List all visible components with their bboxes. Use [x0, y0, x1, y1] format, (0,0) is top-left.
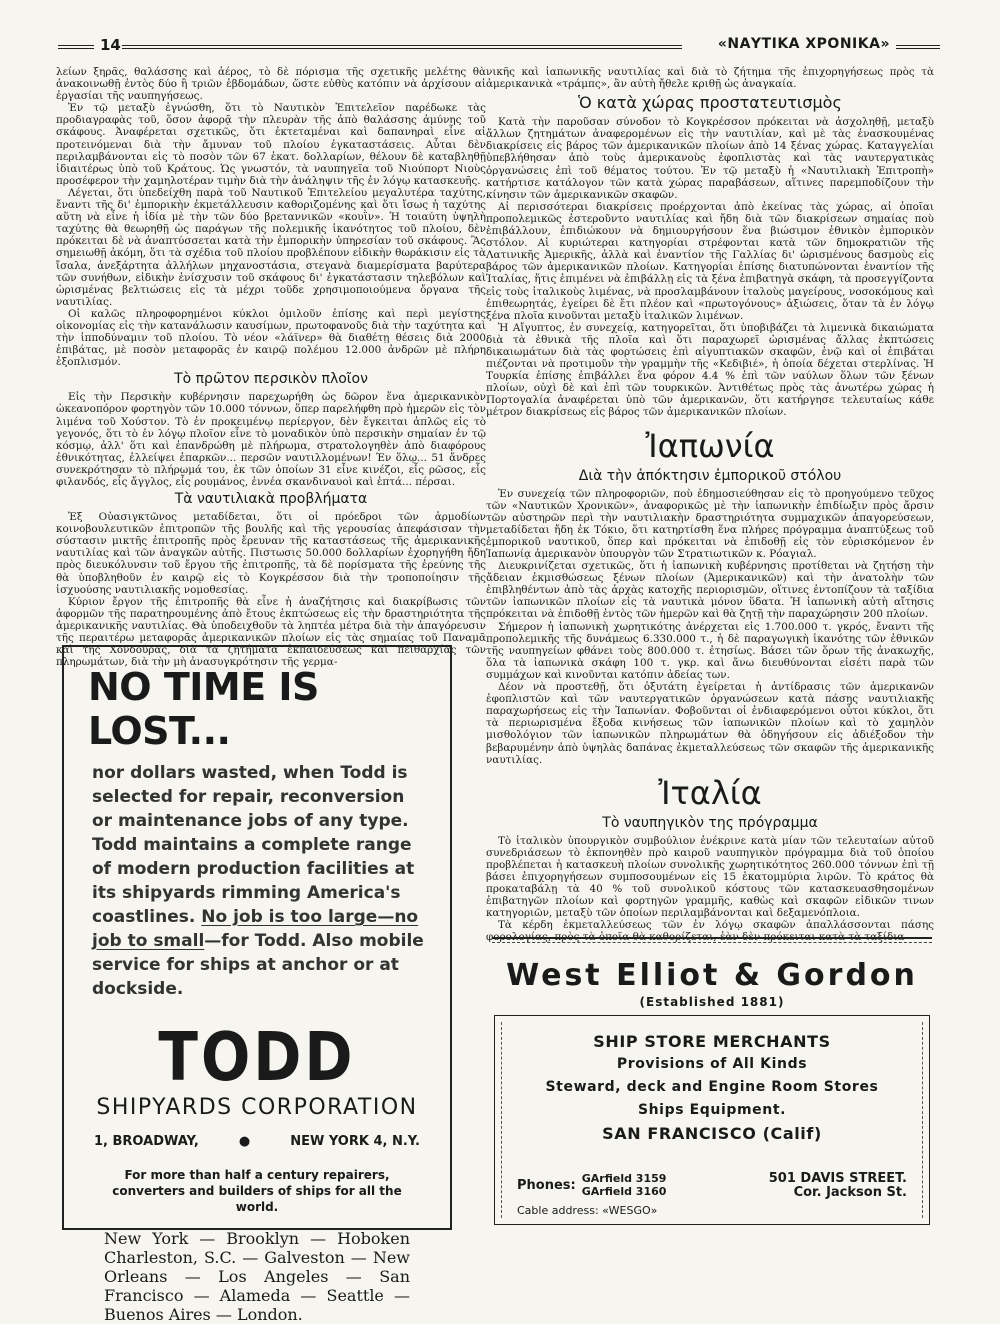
header-rule-left	[58, 45, 94, 49]
paragraph: Σήμερον ἡ ἰαπωνικὴ χωρητικότης ἀνέρχεται εἰς 1.700.000 τ. γκρός, ἔναντι τῆς προπολεμικῆς τῆς δυνάμεως 6.330.000 τ., ἡ δὲ παραγωγικὴ ἱκανότης τῶν ἐθνικῶν τῆς ναυπηγείων φθάνει τοὺς 800.000 τ. ἐτησίως. Βάσει τῶν ὅρων τῆς ἀνακωχῆς, ὅλα τὰ ἰαπωνικὰ σκάφη 100 τ. γκρ. καὶ ἄνω διευθύνονται εἰσέτι παρὰ τῶν συμμάχων καὶ κινοῦνται κατόπιν ἀδείας των.	[486, 620, 934, 681]
country-heading-italy: Ἰταλία	[658, 773, 762, 812]
paragraph: νικῆς καὶ ἰαπωνικῆς ναυτιλίας καὶ διὰ τὸ ζήτημα τῆς ἐπιχορηγήσεως πρὸς τὰ ἀμερικανικὰ «τράμπς», ἂν αὐτὴ ἤθελε κριθῇ ὡς ἀναγκαία.	[486, 66, 934, 91]
ad-divider	[492, 937, 932, 939]
header-rule-right	[896, 45, 940, 49]
address-city: NEW YORK 4, N.Y.	[290, 1134, 420, 1149]
left-intro	[56, 66, 486, 368]
phone-number: GArfield 3160	[581, 1185, 667, 1198]
paragraph: Οἱ καλῶς πληροφορημένοι κύκλοι ὁμιλοῦν ἐπίσης καὶ περὶ μεγίστης οἰκονομίας εἰς τὴν κατανάλωσιν καυσίμων, πρωτοφανοῦς διὰ τὴν ταχύτητα καὶ τὴν ἱπποδύναμιν τοῦ πλοίου. Τὸ νέον «λάϊνερ» θὰ διαθέτῃ θέσεις διὰ 2000 ἐπιβάτας, μὲ ποσὸν μεταφορᾶς ἐν καιρῷ πολέμου 12.000 ἀνδρῶν μὲ πλήρη ἐξοπλισμόν.	[56, 307, 486, 369]
street-line: Cor. Jackson St.	[793, 1185, 907, 1200]
ad-phones	[517, 1172, 666, 1198]
paragraph: Διευκρινίζεται σχετικῶς, ὅτι ἡ ἰαπωνικὴ κυβέρνησις προτίθεται νὰ ζητήσῃ τὴν ἄδειαν ἐκμισθώσεως ξένων πλοίων (Ἀμερικανικῶν) καὶ τὴν ἀνατολὴν τῶν ἐπιβληθέντων ἀπὸ τὰς ἀρχὰς κατοχῆς περιορισμῶν, οἵτινες ἐντοπίζουν τὰ ταξίδια τῶν ἰαπωνικῶν πλοίων εἰς τὰ ναυτικὰ μόνον ὕδατα. Ἡ ἰαπωνικὴ αὐτὴ αἴτησις πρόκειται νὰ ἐπιδοθῇ ἐντὸς τῶν ἡμερῶν καὶ θὰ ζητῇ τὴν παραχώρησιν 200 πλοίων.	[486, 560, 934, 621]
page-number: 14	[100, 36, 121, 54]
section-subheading: Τὸ ναυπηγικὸν της πρόγραμμα	[602, 814, 818, 831]
left-column	[56, 66, 486, 668]
ad-line: SHIP STORE MERCHANTS	[593, 1032, 831, 1051]
phone-number: GArfield 3159	[581, 1172, 667, 1185]
ad-street	[769, 1172, 907, 1200]
publication-title: «ΝΑΥΤΙΚΑ ΧΡΟΝΙΚΑ»	[712, 36, 896, 52]
corporation-name: SHIPYARDS CORPORATION	[96, 1095, 418, 1120]
phone-numbers	[582, 1172, 667, 1198]
bullet-icon: ●	[238, 1134, 251, 1149]
ad-line: Steward, deck and Engine Room Stores	[545, 1079, 879, 1095]
paragraph: Λέγεται, ὅτι ὑπεδείχθη παρὰ τοῦ Ναυτικοῦ Ἐπιτελείου μεγαλυτέρα ταχύτης, ἔναντι τῆς δι' ἐμπορικὴν ἐκμετάλλευσιν καθοριζομένης καὶ ὅτι ἴσως ἡ ταχύτης αὕτη νὰ εἶνε ἡ ἰδία μὲ τὴν τῶν δύο βρεταννικῶν «κουῒν». Ἡ τοιαύτη ὑψηλὴ ταχύτης θὰ θεωρηθῇ ὡς παράγων τῆς πολεμικῆς ἱκανότητος τοῦ πλοίου, δὲν πρόκειται δὲ νὰ ἀναπτύσσεται κατὰ τὴν ἐμπορικὴν ὑπηρεσίαν τοῦ σκάφους. Ἂς σημειωθῇ ἀκόμη, ὅτι τὰ σχέδια τοῦ πλοίου προβλέπουν εἰδικὴν θωράκισιν εἰς τὰ ἴσαλα, ἀνεξάρτητα ἀλλήλων μηχανοστάσια, στεγανὰ διαμερίσματα βαρύτερα τῶν συνήθων, εἰδικὴν ἐνίσχυσιν τοῦ σκάφους δι' ἐγκατάστασιν τηλεβόλων καὶ ὡρισμένας βελτιώσεις εἰς τὰ μέχρι τοῦδε χρησιμοποιούμενα ὄργανα τῆς ναυτιλίας.	[56, 186, 486, 308]
section-heading: Ὁ κατὰ χώρας προστατευτισμὸς	[578, 93, 842, 113]
page-header	[58, 36, 940, 58]
address-street: 1, BROADWAY,	[94, 1134, 199, 1149]
paragraph: Ἡ Αἴγυπτος, ἐν συνεχείᾳ, κατηγορεῖται, ὅτι ὑποβιβάζει τὰ λιμενικὰ δικαιώματα διὰ τὰ ἐθνικὰ τῆς πλοῖα καὶ ὅτι παραχωρεῖ ὡρισμένας ἄλλας ἐκπτώσεις δικαιωμάτων διὰ τὰς φορτώσεις ἐπὶ αἰγυπτιακῶν σκαφῶν, ἐνῷ καὶ οἱ ἐπιβάται πιέζονται νὰ προτιμοῦν τὴν γραμμὴν τῆς «Κεδιβιέ», ἡ ὁποία δέχεται στερλίνας. Ἡ Τουρκία ἐπίσης ἐπιβάλλει ἕνα φόρον 4.4 % ἐπὶ τῶν ναύλων ὅλων τῶν ξένων πλοίων, οὐχὶ δὲ καὶ ἐπὶ τῶν τουρκικῶν. Ἀντιθέτως πρὸς τὰς ἀνωτέρω χώρας ἡ Πορτογαλία ἀναφέρεται ὑπὸ τῶν ἀμερικανῶν, ὅτι κατήργησε τελευταίως κάθε μέτρον διακρίσεως εἰς βάρος τῶν ἀμερικανικῶν πλοίων.	[486, 321, 934, 419]
ad-body-text: nor dollars wasted, when Todd is selected for repair, reconversion or maintenance jobs of any type. Todd maintains a complete range of modern production facilities at its shipyards rimming America's coastlines.	[92, 763, 415, 927]
ad-tagline: For more than half a century repairers, converters and builders of ships for all the world.	[112, 1168, 402, 1214]
ad-box	[494, 1015, 930, 1225]
paragraph: Ἐν τῷ μεταξὺ ἐγνώσθη, ὅτι τὸ Ναυτικὸν Ἐπιτελεῖον παρέδωκε τὰς προδιαγραφὰς τοῦ, ὅσον ἀφορᾷ τὴν πλευρὰν τῆς ἀπὸ θαλάσσης ἀμύνης τοῦ σκάφους. Ἀναφέρεται σχετικῶς, ὅτι ἐκτεταμέναι καὶ δαπανηραὶ εἶνε αἱ προτεινόμεναι διὰ τὴν ἄμυναν τοῦ πλοίου ἐγκαταστάσεις. Αὗται δὲν περιλαμβάνονται εἰς τὸ ποσὸν τῶν 67 ἑκατ. δολλαρίων, θέλουν δὲ καταβληθῇ ἰδιαιτέρως ὑπὸ τοῦ Κράτους. Ὡς γνωστόν, τὰ ναυπηγεῖα τοῦ Νιούπορτ Νιοὺς προσέφερον τὴν χαμηλοτέραν τιμὴν διὰ τὴν ἀνάληψιν τῆς ἐν λόγῳ κατασκευῆς.	[56, 102, 486, 187]
paragraph: Τὰ κέρδη ἐκμεταλλεύσεως τῶν ἐν λόγῳ σκαφῶν ἀπαλλάσσονται πάσης φορολογίας, πρὸς τὰ ὁποῖα θὰ καθορίζεται, ἐὰν δὲν πρόκειται κατὰ τὰ ταξίδια	[486, 919, 934, 944]
todd-logo: TODD	[158, 1017, 356, 1097]
ad-cable: Cable address: «WESGO»	[517, 1204, 658, 1217]
section-subheading: Διὰ τὴν ἀπόκτησιν ἐμπορικοῦ στόλου	[578, 467, 842, 484]
header-rule-middle	[122, 45, 682, 49]
ad-line: Provisions of All Kinds	[616, 1056, 808, 1072]
right-column	[486, 66, 934, 944]
ad-line: SAN FRANCISCO (Calif)	[602, 1124, 822, 1143]
paragraph: Αἱ περισσότεραι διακρίσεις προέρχονται ἀπὸ ἐκείνας τὰς χώρας, αἱ ὁποῖαι προπολεμικῶς ἐστεροῦντο ναυτιλίας καὶ ἤδη διὰ τῶν διακρίσεων σημαίας ποὺ ἐπιβάλλουν, ἐπιδιώκουν νὰ δημιουργήσουν ἕνα βιώσιμον ἐθνικὸν ἐμπορικὸν στόλον. Αἱ κυριώτεραι κατηγορίαι στρέφονται κατὰ τῶν δημοκρατιῶν τῆς Λατινικῆς Ἀμερικῆς, ἀλλὰ καὶ ἐναντίον τῆς Γαλλίας δι' ὡρισμένους δασμοὺς εἰς βάρος τῶν ἀμερικανικῶν πλοίων. Κατηγορίαι ἐπίσης διατυπώνονται ἐναντίον τῆς Ἰταλίας, ἥτις ἐπιμένει νὰ ἐπιβάλλῃ εἰς τὰ ξένα ἐπιβατηγὰ σκάφη, τὰ προσεγγίζοντα εἰς τοὺς ἰταλικοὺς λιμένας, νὰ προσλαμβάνουν ἰταλοὺς μαγείρους, νοσοκόμους καὶ ἐπιθεωρητάς, ἐγείρει δὲ ἔτι πλέον καὶ «πρωτογόνους» ἀξιώσεις, ὅταν τὰ ἐν λόγῳ ξένα πλοῖα κινοῦνται μεταξὺ ἰταλικῶν λιμένων.	[486, 200, 934, 322]
section-heading: Τὸ πρῶτον περσικὸν πλοῖον	[174, 371, 368, 388]
paragraph: Δέον νὰ προστεθῇ, ὅτι ὀξυτάτη ἐγείρεται ἡ ἀντίδρασις τῶν ἀμερικανῶν ἐφοπλιστῶν καὶ τῶν ναυτεργατικῶν ὀργανώσεων κατὰ πάσης ναυτιλιακῆς παραχωρήσεως εἰς τὴν Ἰαπωνίαν. Φοβοῦνται οἱ ἐνδιαφερόμενοι οὗτοι κύκλοι, ὅτι τὰ περιωρισμένα ἔξοδα κινήσεως τῶν ἰαπωνικῶν πλοίων καὶ τὸ χαμηλὸν μισθολόγιον τῶν ἰαπωνικῶν πληρωμάτων θὰ ὁδηγήσουν εἰς ἀδιέξοδον τὴν βεβαρυμένην ἀπὸ ὑψηλὰς δαπάνας ἐκμεταλλεύσεως τῶν σκαφῶν τῆς ἀμερικανικῆς ναυτιλίας.	[486, 681, 934, 766]
paragraph: Ἐξ Οὐασιγκτῶνος μεταδίδεται, ὅτι οἱ πρόεδροι τῶν ἁρμοδίων κοινοβουλευτικῶν ἐπιτροπῶν τῆς βουλῆς καὶ τῆς γερουσίας ἀπεφάσισαν τὴν σύστασιν μικτῆς ἐπιτροπῆς πρὸς ἔρευναν τῆς καταστάσεως τῆς ἀμερικανικῆς ναυτιλίας καὶ τῶν ἀναγκῶν αὐτῆς. Πιστωσις 50.000 δολλαρίων ἐχορηγήθη ἤδη πρὸς διευκόλυνσιν τοῦ ἔργου τῆς ἐπιτροπῆς, τὰ δὲ πορίσματα τῆς ἐρεύνης τῆς θὰ ὑποβληθοῦν ἐν καιρῷ εἰς τὸ Κογκρέσσον διὰ τὴν τροποποίησιν τῆς ἰσχυούσης ναυτιλιακῆς νομοθεσίας.	[56, 511, 486, 596]
paragraph: Τὸ ἰταλικὸν ὑπουργικὸν συμβούλιον ἐνέκρινε κατὰ μίαν τῶν τελευταίων αὐτοῦ συνεδριάσεων τὸ ἐκπονηθὲν πρὸ καιροῦ ναυπηγικὸν πρόγραμμα διὰ τοῦ ὁποίου προβλέπεται ἡ κατασκευὴ πλοίων συνολικῆς χωρητικότητος 260.000 τόννων ἐπὶ τῇ βάσει ἐπιχορηγήσεων συμποσουμένων εἰς 15 ἑκατομμύρια λιρῶν. Τὸ κράτος θὰ προκαταβάλῃ τὰ 40 % τοῦ συνολικοῦ κόστους τῶν κατασκευασθησομένων ἐπιβατηγῶν πλοίων καὶ φορτηγῶν γραμμῆς, καθὼς καὶ σκαφῶν εἰδικῶν τινων κατηγοριῶν, μεταξὺ τῶν ὁποίων περιλαμβάνονται καὶ δεξαμενόπλοια.	[486, 834, 934, 920]
ad-headline: NO TIME IS LOST...	[88, 665, 319, 753]
paragraph: Κατὰ τὴν παροῦσαν σύνοδον τὸ Κογκρέσσον πρόκειται νὰ ἀσχοληθῇ, μεταξὺ ἄλλων ζητημάτων ἀναφερομένων εἰς τὴν ναυτιλίαν, καὶ μὲ τὰς ἐνασκουμένας διακρίσεις εἰς βάρος τῶν ἀμερικανικῶν πλοίων ἀπὸ 14 ξένας χώρας. Καταγγελίαι ὑπεβλήθησαν ἀπὸ τοὺς ἀμερικανοὺς ἐφοπλιστὰς καὶ τὰς ναυτεργατικὰς ὀργανώσεις ἐπὶ τοῦ θέματος τούτου. Ἐν τῷ μεταξὺ ἡ «Ναυτιλιακὴ Ἐπιτροπὴ» κατήρτισε κατάλογον τῶν κατὰ χώρας παραβάσεων, αἵτινες παρεμποδίζουν τὴν κίνησιν τῶν ἀμερικανικῶν σκαφῶν.	[486, 116, 934, 201]
section-heading: Τὰ ναυτιλιακὰ προβλήματα	[174, 491, 368, 508]
paragraph: Ἐν συνεχείᾳ τῶν πληροφοριῶν, ποὺ ἐδημοσιεύθησαν εἰς τὸ προηγούμενο τεῦχος τῶν «Ναυτικῶν Χρονικῶν», ἀναφορικῶς μὲ τὴν ἰαπωνικὴν ἐπιδίωξιν πρὸς ἄρσιν τῶν αὐστηρῶν περὶ τὴν ναυτιλιακὴν δραστηριότητα συμμαχικῶν ἀπαγορεύσεων, μεταδίδεται ἤδη ἐκ Τόκιο, ὅτι κατηρτίσθη ἕνα πλήρες πρόγραμμα ἀναπτύξεως τοῦ ἐμπορικοῦ ναυτικοῦ, ὅπερ καὶ πρόκειται νὰ ἐπιδοθῇ εἰς τὸν εὑρισκόμενον ἐν Ἰαπωνίᾳ ἀμερικανὸν ὑπουργὸν τῶν Στρατιωτικῶν κ. Ρόαγιαλ.	[486, 487, 934, 560]
paragraph: λείων ξηρᾶς, θαλάσσης καὶ ἀέρος, τὸ δὲ πόρισμα τῆς σχετικῆς μελέτης θὰ ἀνακοινωθῇ ἐντὸς δύο ἢ τριῶν ἑβδομάδων, ὥστε εὐθὺς κατόπιν νὰ ἀρχίσουν αἱ ἐργασίαι τῆς ναυπηγήσεως.	[56, 66, 486, 103]
country-heading-japan: Ἰαπωνία	[645, 426, 775, 465]
ad-line: Ships Equipment.	[637, 1102, 787, 1118]
ad-address	[94, 1134, 420, 1149]
paragraph: Εἰς τὴν Περσικὴν κυβέρνησιν παρεχωρήθη ὡς δῶρον ἕνα ἀμερικανικὸν ὠκεανοπόρον φορτηγὸν τῶν 10.000 τόννων, ὅπερ παρελήφθη πρὸ ἡμερῶν εἰς τὸν λιμένα τοῦ Χούστον. Τὸ ἐν προκειμένῳ περίεργον, δὲν ἔγκειται ἁπλῶς εἰς τὸ γεγονός, ὅτι τὸ ἐν λόγῳ πλοῖον εἶνε τὸ μοναδικὸν ὑπὸ περσικὴν σημαίαν ἐν τῷ κόσμῳ, ἀλλ' ὅτι καὶ ἐπανδρώθη μὲ πλήρωμα, στρατολογηθὲν ἀπὸ διαφόρους ἐθνικότητας, ἐλλείψει ἐπαρκῶν... περσῶν ναυτιλλομένων! Ἐν ὅλῳ... 51 ἄνδρες συνεκρότησαν τὸ πλήρωμά του, ἐκ τῶν ὁποίων 31 εἶνε κινέζοι, εἷς ρῶσος, εἷς φιλανδός, εἷς ἄγγλος, εἷς ρουμάνος, ἐννέα σκανδιναυοὶ καὶ ἑπτά... πέρσαι.	[56, 391, 486, 488]
ad-body-text-end: —for Todd. Also mobile service for ships at anchor or at dockside.	[92, 931, 424, 999]
west-elliot-gordon-ad	[492, 944, 932, 1244]
todd-shipyards-ad	[62, 645, 452, 1324]
paragraph: Κύριον ἔργον τῆς ἐπιτροπῆς θὰ εἶνε ἡ ἀναζήτησις καὶ διακρίβωσις τῶν ἀφορμῶν τῆς παρατηρουμένης ἀπὸ ἔτους ἐκπτώσεως εἰς τὴν δραστηριότητα τῆς ἀμερικανικῆς ναυτιλίας. Θὰ ὑποδειχθοῦν τὰ ληπτέα μέτρα διὰ τὴν ἀπαγόρευσιν τῆς περαιτέρω μεταφορᾶς ἀμερικανικῶν πλοίων εἰς τὰς σημαίας τοῦ Παναμᾶ καὶ τῆς Χονδούρας, διὰ τὰ ζητήματα ἐκπαιδεύσεως καὶ πειθαρχίας τῶν πληρωμάτων, διὰ τὴν μὴ ἀνασυγκρότησιν τῆς γερμα-	[56, 595, 486, 669]
phones-label: Phones:	[517, 1177, 576, 1193]
street-line: 501 DAVIS STREET.	[768, 1171, 907, 1186]
ad-body	[92, 761, 430, 1001]
ad-established: (Established 1881)	[639, 995, 785, 1009]
ad-company-name: West Elliot & Gordon	[506, 958, 918, 993]
ad-cities: New York — Brooklyn — Hoboken Charleston, S.C. — Galveston — New Orleans — Los Angeles — San Francisco — Alameda — Seattle — Buenos Aires — London.	[104, 1229, 410, 1324]
ad-body-underlined: No job is too large—no job to small	[92, 907, 419, 951]
